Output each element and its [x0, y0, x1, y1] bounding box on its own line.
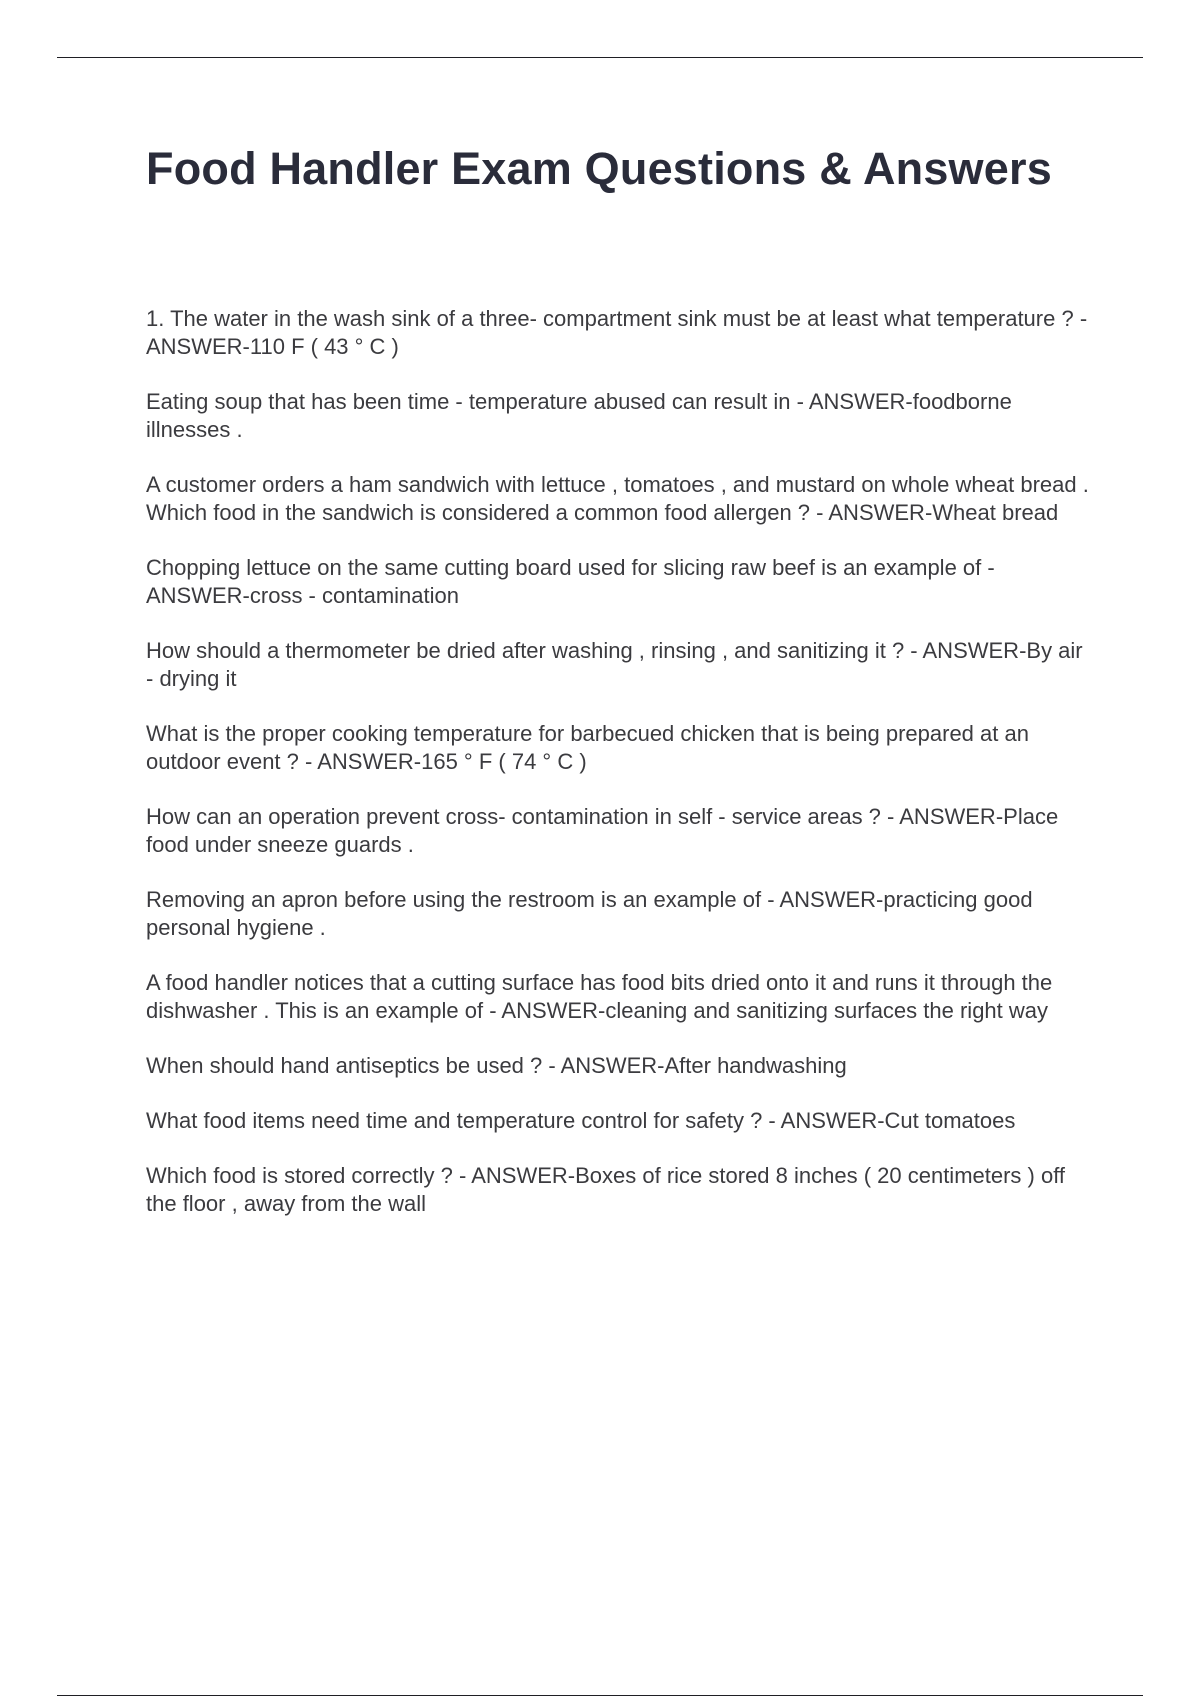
qa-item-11: What food items need time and temperature control for safety ? - ANSWER-Cut tomatoes — [146, 1108, 1016, 1133]
qa-item-12: Which food is stored correctly ? - ANSWER-Boxes of rice stored 8 inches ( 20 centimeters ) off the floor , away from the wall — [146, 1163, 1066, 1216]
document-body — [146, 140, 1096, 1245]
qa-item-5: How should a thermometer be dried after washing , rinsing , and sanitizing it ? - ANSWER-By air - drying it — [146, 638, 1083, 691]
qa-item-3: A customer orders a ham sandwich with lettuce , tomatoes , and mustard on whole wheat bread . Which food in the sandwich is considered a common food allergen ? - ANSWER-Wheat bread — [146, 472, 1089, 525]
qa-item-10: When should hand antiseptics be used ? - ANSWER-After handwashing — [146, 1053, 847, 1078]
qa-item-7: How can an operation prevent cross- contamination in self - service areas ? - ANSWER-Place food under sneeze guards . — [146, 804, 1059, 857]
qa-item-4: Chopping lettuce on the same cutting board used for slicing raw beef is an example of - ANSWER-cross - contamination — [146, 555, 995, 608]
qa-item-6: What is the proper cooking temperature for barbecued chicken that is being prepared at an outdoor event ? - ANSWER-165 ° F ( 74 ° C ) — [146, 721, 1029, 774]
document-title: Food Handler Exam Questions & Answers — [146, 143, 1052, 194]
qa-item-2: Eating soup that has been time - temperature abused can result in - ANSWER-foodborne illnesses . — [146, 389, 1012, 442]
qa-list — [146, 305, 1096, 1218]
qa-item-9: A food handler notices that a cutting surface has food bits dried onto it and runs it through the dishwasher . This is an example of - ANSWER-cleaning and sanitizing surfaces the right way — [146, 970, 1053, 1023]
qa-item-8: Removing an apron before using the restroom is an example of - ANSWER-practicing good personal hygiene . — [146, 887, 1033, 940]
qa-item-1: 1. The water in the wash sink of a three- compartment sink must be at least what temperature ? - ANSWER-110 F ( 43 ° C ) — [146, 306, 1088, 359]
header-rule — [57, 57, 1143, 58]
footer-rule — [57, 1695, 1143, 1696]
